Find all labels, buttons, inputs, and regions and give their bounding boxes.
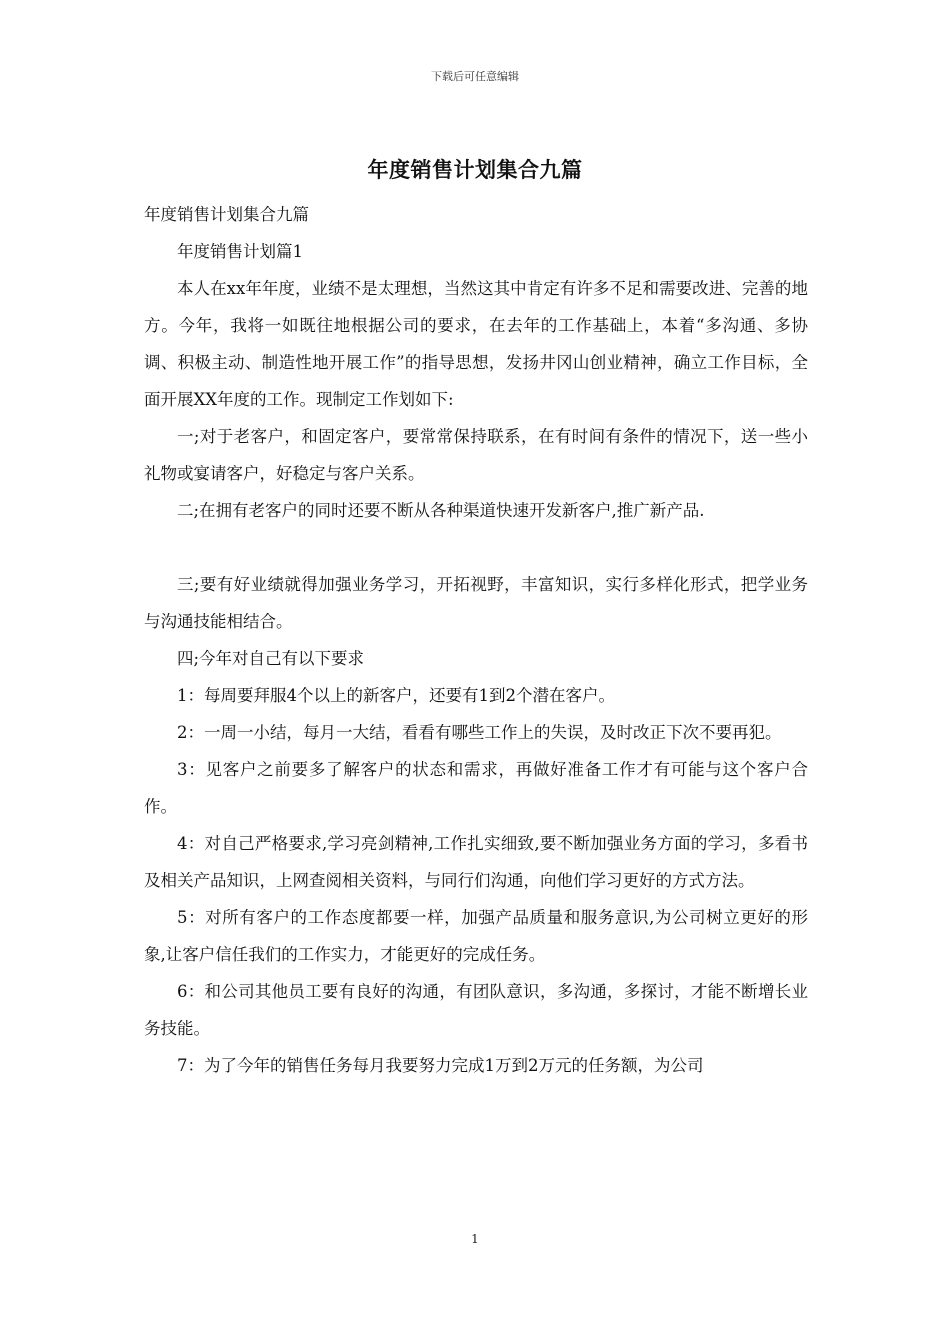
document-body [144,196,808,1084]
subtitle-paragraph: 年度销售计划集合九篇 [144,205,309,224]
intro-paragraph: 本人在xx年年度，业绩不是太理想，当然这其中肯定有许多不足和需要改进、完善的地方。今年，我将一如既往地根据公司的要求，在去年的工作基础上，本着“多沟通、多协调、积极主动、制造性地开展工作”的指导思想，发扬井冈山创业精神，确立工作目标，全面开展XX年度的工作。现制定工作划如下: [144,279,808,409]
plan-item-4: 四;今年对自己有以下要求 [177,649,365,668]
requirement-1: 1：每周要拜服4个以上的新客户，还要有1到2个潜在客户。 [177,686,615,705]
requirement-6: 6：和公司其他员工要有良好的沟通，有团队意识，多沟通，多探讨，才能不断增长业务技能。 [144,982,808,1038]
requirement-5: 5：对所有客户的工作态度都要一样，加强产品质量和服务意识,为公司树立更好的形象,让客户信任我们的工作实力，才能更好的完成任务。 [144,908,808,964]
plan-item-3: 三;要有好业绩就得加强业务学习，开拓视野，丰富知识，实行多样化形式，把学业务与沟通技能相结合。 [144,575,808,631]
requirement-7: 7：为了今年的销售任务每月我要努力完成1万到2万元的任务额，为公司 [177,1056,704,1075]
requirement-3: 3：见客户之前要多了解客户的状态和需求，再做好准备工作才有可能与这个客户合作。 [144,760,808,816]
requirement-4: 4：对自己严格要求,学习亮剑精神,工作扎实细致,要不断加强业务方面的学习，多看书及相关产品知识，上网查阅相关资料，与同行们沟通，向他们学习更好的方式方法。 [144,834,808,890]
section-heading: 年度销售计划篇1 [177,242,303,261]
page-number: 1 [471,1232,479,1246]
paragraph-spacer [144,529,808,566]
requirement-2: 2：一周一小结，每月一大结，看看有哪些工作上的失误，及时改正下次不要再犯。 [177,723,782,742]
document-title: 年度销售计划集合九篇 [367,158,583,182]
plan-item-1: 一;对于老客户，和固定客户，要常常保持联系，在有时间有条件的情况下，送一些小礼物或宴请客户，好稳定与客户关系。 [144,427,808,483]
header-note: 下载后可任意编辑 [431,70,519,83]
plan-item-2: 二;在拥有老客户的同时还要不断从各种渠道快速开发新客户,推广新产品. [177,501,705,520]
